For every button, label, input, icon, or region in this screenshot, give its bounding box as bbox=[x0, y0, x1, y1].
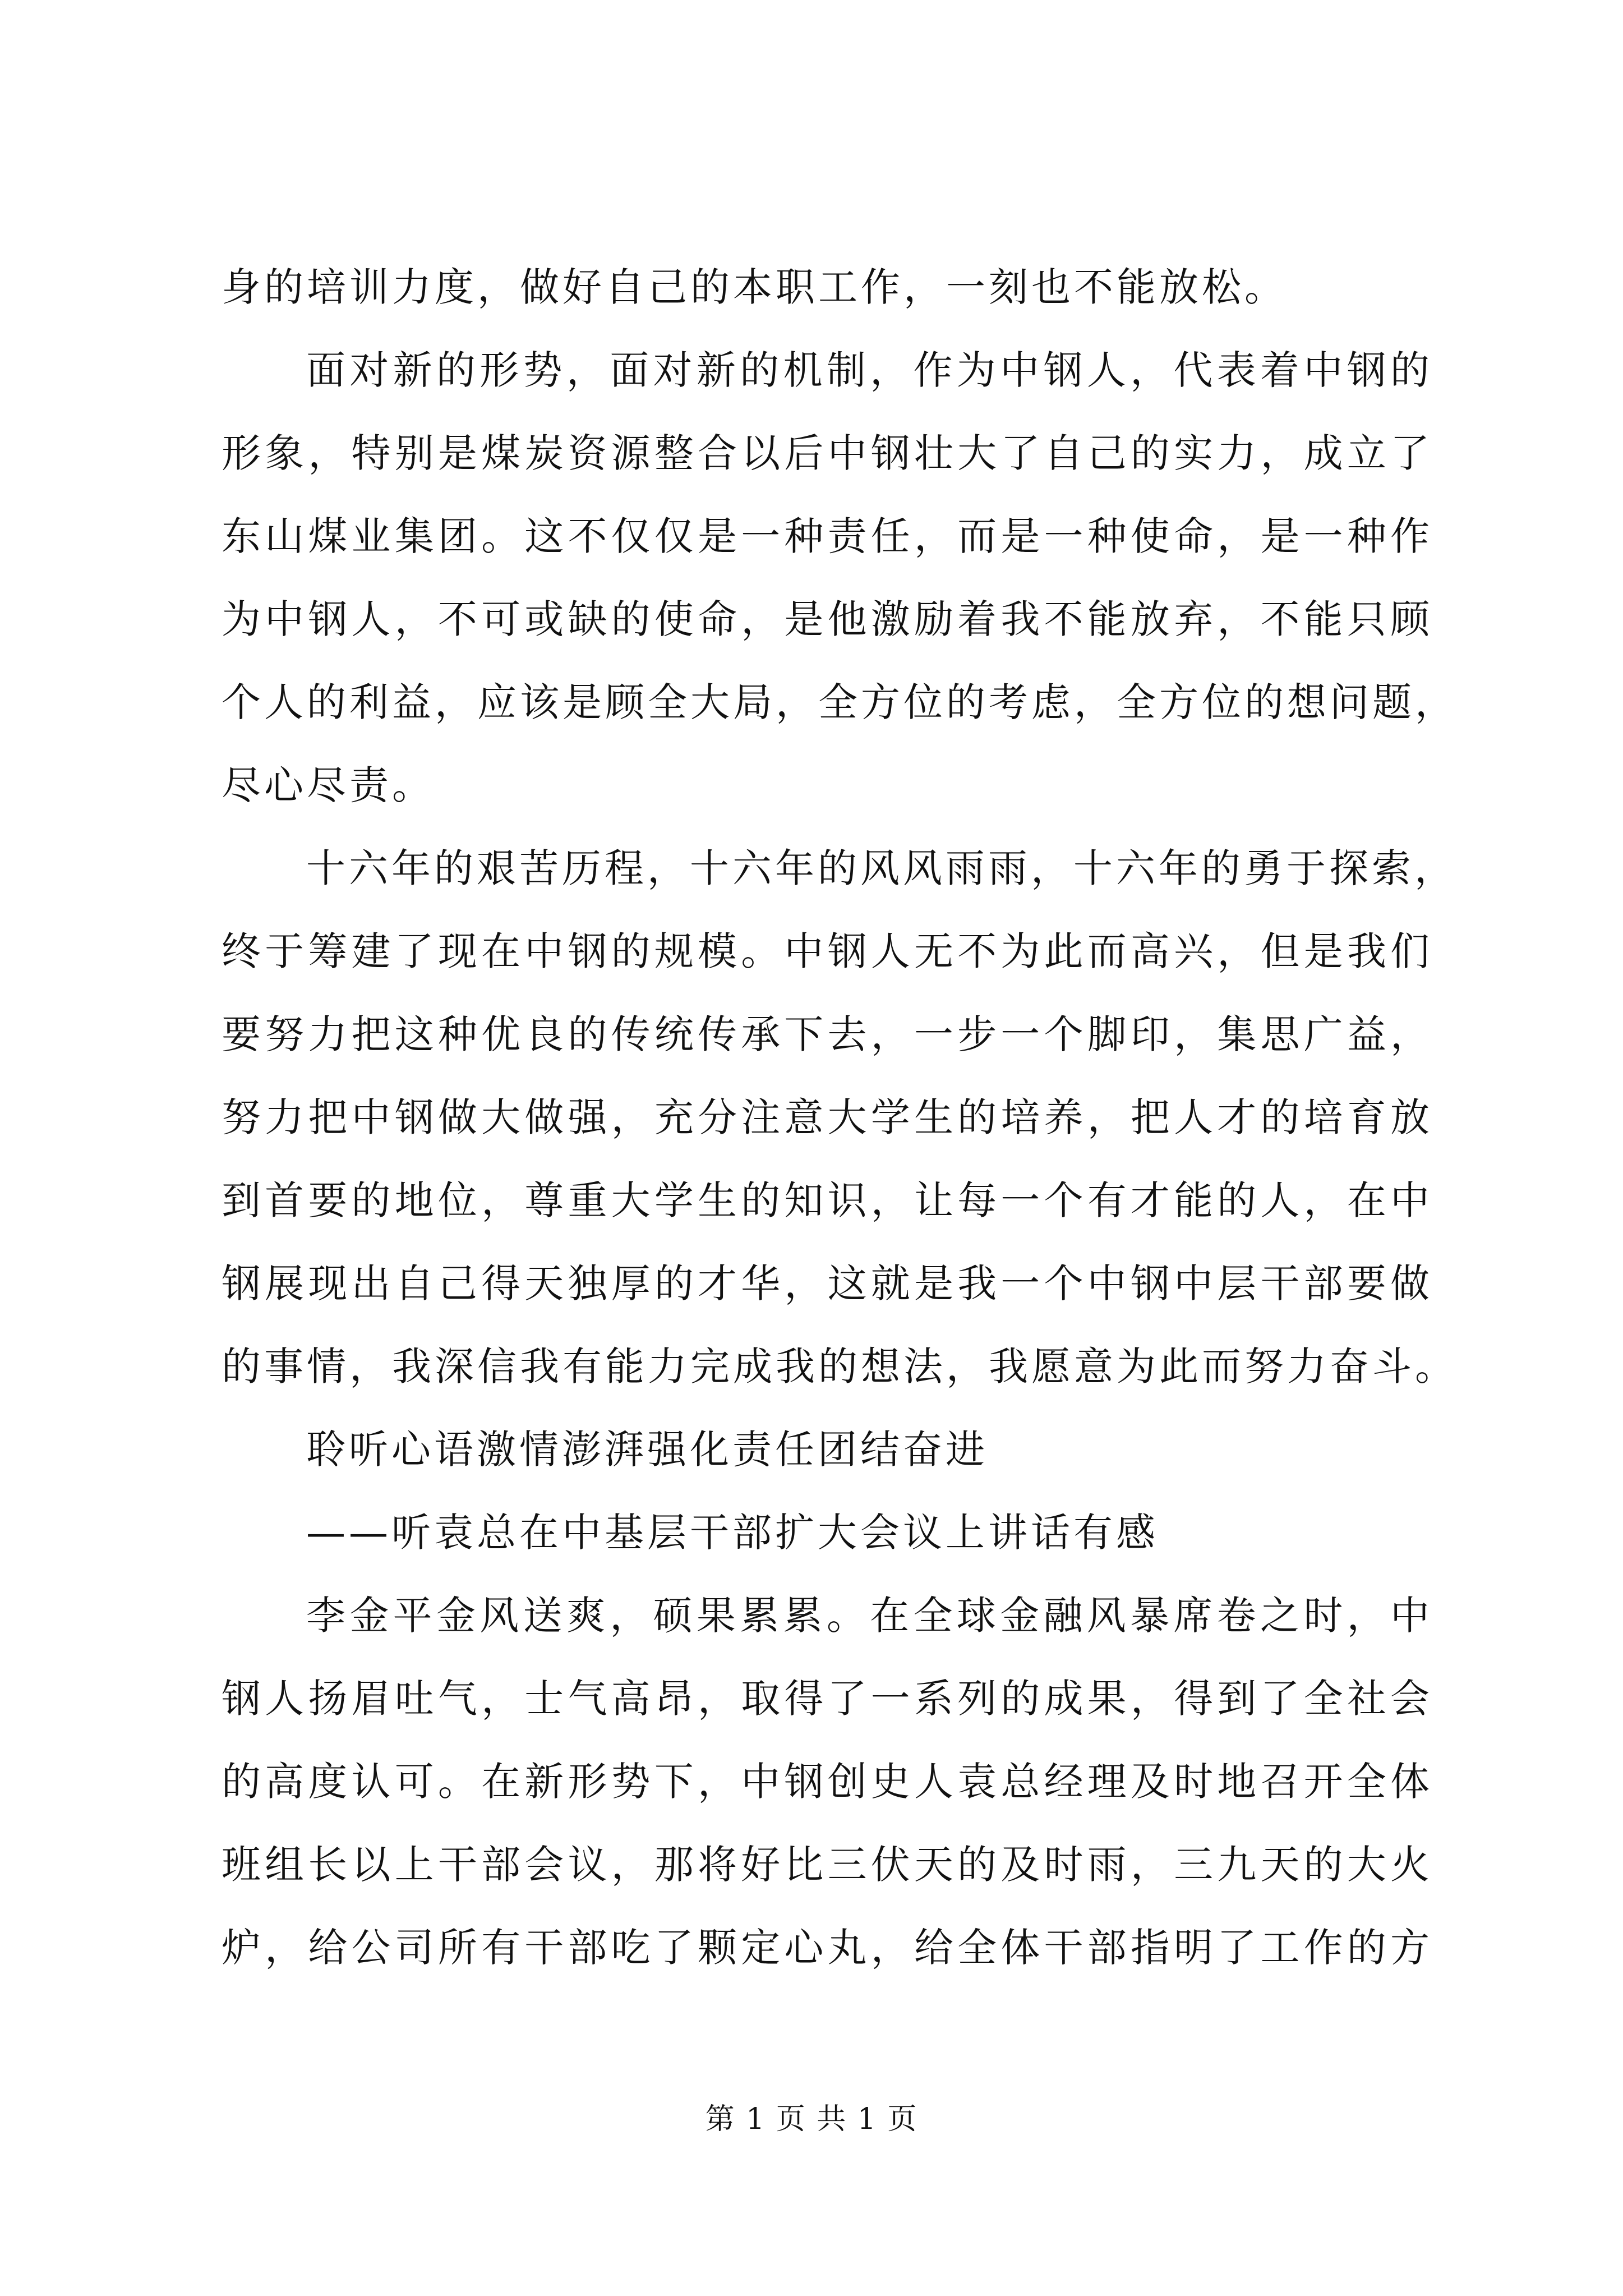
text-line: 炉，给公司所有干部吃了颗定心丸，给全体干部指明了工作的方 bbox=[222, 1925, 1433, 1971]
text-line: 到首要的地位，尊重大学生的知识，让每一个有才能的人，在中 bbox=[222, 1177, 1433, 1223]
page-footer: 第 1 页 共 1 页 bbox=[705, 2102, 918, 2136]
text-line: 努力把中钢做大做强，充分注意大学生的培养，把人才的培育放 bbox=[222, 1094, 1433, 1140]
text-line: 要努力把这种优良的传统传承下去，一步一个脚印，集思广益， bbox=[222, 1011, 1433, 1057]
text-line: 钢人扬眉吐气，士气高昂，取得了一系列的成果，得到了全社会 bbox=[222, 1676, 1433, 1722]
paragraph-first-line: 面对新的形势，面对新的机制，作为中钢人，代表着中钢的 bbox=[306, 347, 1433, 393]
text-line: 尽心尽责。 bbox=[222, 762, 435, 808]
text-line: 形象，特别是煤炭资源整合以后中钢壮大了自己的实力，成立了 bbox=[222, 430, 1433, 476]
paragraph-first-line: 李金平金风送爽，硕果累累。在全球金融风暴席卷之时，中 bbox=[306, 1593, 1433, 1639]
document-body bbox=[222, 246, 1458, 1989]
text-line: 班组长以上干部会议，那将好比三伏天的及时雨，三九天的大火 bbox=[222, 1842, 1433, 1888]
text-line: 终于筹建了现在中钢的规模。中钢人无不为此而高兴，但是我们 bbox=[222, 928, 1433, 974]
paragraph-first-line: 十六年的艰苦历程，十六年的风风雨雨，十六年的勇于探索， bbox=[306, 845, 1457, 891]
text-line: 东山煤业集团。这不仅仅是一种责任，而是一种使命，是一种作 bbox=[222, 513, 1433, 559]
article-subtitle: ——听袁总在中基层干部扩大会议上讲话有感 bbox=[306, 1510, 1159, 1556]
text-line: 个人的利益，应该是顾全大局，全方位的考虑，全方位的想问题， bbox=[222, 679, 1458, 725]
text-line: 为中钢人，不可或缺的使命，是他激励着我不能放弃，不能只顾 bbox=[222, 596, 1433, 642]
article-title: 聆听心语激情澎湃强化责任团结奋进 bbox=[306, 1427, 988, 1473]
text-line: 钢展现出自己得天独厚的才华，这就是我一个中钢中层干部要做 bbox=[222, 1260, 1433, 1306]
text-line: 身的培训力度，做好自己的本职工作，一刻也不能放松。 bbox=[222, 264, 1287, 310]
text-line: 的高度认可。在新形势下，中钢创史人袁总经理及时地召开全体 bbox=[222, 1759, 1433, 1805]
text-line: 的事情，我深信我有能力完成我的想法，我愿意为此而努力奋斗。 bbox=[222, 1343, 1458, 1389]
